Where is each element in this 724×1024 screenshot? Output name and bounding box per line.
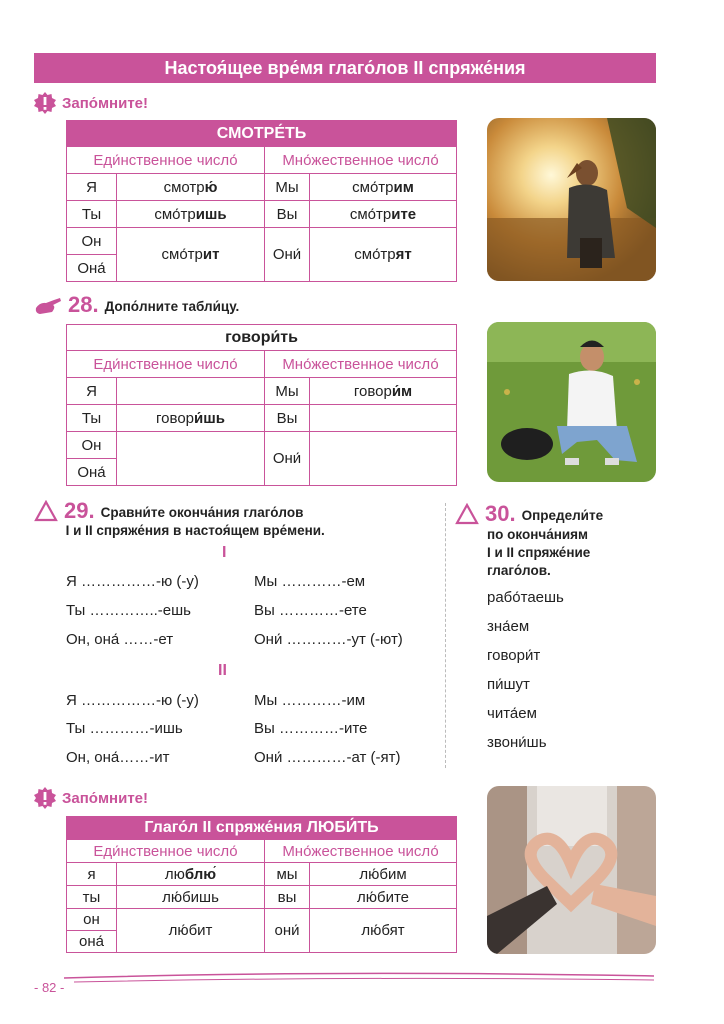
word-item: чита́ем [487, 705, 537, 722]
remember-heading-2 [34, 787, 148, 809]
word-item: звони́шь [487, 734, 547, 751]
exercise-30-heading: 30. Определи́те [455, 503, 603, 525]
blank-cell[interactable] [117, 378, 265, 405]
ending-line: Он, она́……-ит [66, 749, 170, 766]
plural-header: Мно́жественное число́ [265, 840, 457, 863]
pronoun: ты [67, 886, 117, 909]
pronoun: Они́ [265, 228, 310, 282]
pronoun: Он [67, 228, 117, 255]
pronoun: мы [265, 863, 310, 886]
footer-wave [34, 968, 656, 988]
photo-man-phone [487, 322, 656, 482]
verb-form: говори́шь [117, 405, 265, 432]
triangle-icon [34, 500, 58, 522]
ending-line: Они́ …………-ат (-ят) [254, 749, 401, 766]
pronoun: он [67, 909, 117, 931]
ending-line: Вы …………-ите [254, 720, 368, 737]
group-label-I: I [222, 544, 227, 561]
photo-man-sunset [487, 118, 656, 281]
ending-line: Ты …………..-ешь [66, 602, 191, 619]
ending-line: Мы …………-ем [254, 573, 366, 590]
verb-form: говори́м [310, 378, 457, 405]
column-divider [445, 503, 446, 768]
page-title: Настоя́щее вре́мя глаго́лов II спряже́ния [34, 53, 656, 83]
exercise-29-heading: 29. Сравни́те оконча́ния глаго́лов I и II спряже́ния в настоя́щем вре́мени. [34, 500, 325, 540]
word-item: зна́ем [487, 618, 530, 635]
conjugation-table-lyubit [66, 816, 457, 953]
ending-line: Ты …………-ишь [66, 720, 183, 737]
plural-header: Мно́жественное число́ [265, 147, 457, 174]
table-title: говори́ть [67, 325, 457, 351]
verb-form: лю́бит [117, 909, 265, 953]
verb-form: лю́бим [310, 863, 457, 886]
exercise-28-heading: 28. Допо́лните табли́цу. [34, 294, 239, 316]
pronoun: Вы [265, 201, 310, 228]
pronoun: Она́ [67, 255, 117, 282]
ending-line: Вы …………-ете [254, 602, 367, 619]
word-item: говори́т [487, 647, 541, 664]
pronoun: Ты [67, 201, 117, 228]
word-item: пи́шут [487, 676, 530, 693]
triangle-icon [455, 503, 479, 525]
pronoun: Мы [265, 174, 310, 201]
pronoun: я [67, 863, 117, 886]
ending-line: Я ……………-ю (-у) [66, 573, 199, 590]
verb-form: смо́трите [310, 201, 457, 228]
exercise-30-instruction: по оконча́ниям I и II спряже́ние глаго́лов. [487, 527, 591, 578]
pronoun: Мы [265, 378, 310, 405]
ending-line: Мы …………-им [254, 692, 366, 709]
verb-form: лю́бят [310, 909, 457, 953]
ending-line: Он, она́ ……-ет [66, 631, 174, 648]
pronoun: она́ [67, 931, 117, 953]
exclamation-icon [34, 92, 56, 114]
conjugation-table-govorit [66, 324, 457, 486]
blank-cell[interactable] [310, 432, 457, 486]
verb-form: лю́бишь [117, 886, 265, 909]
remember-heading-1 [34, 92, 148, 114]
blank-cell[interactable] [117, 432, 265, 486]
verb-form: смо́тришь [117, 201, 265, 228]
singular-header: Еди́нственное число́ [67, 147, 265, 174]
table-title: Глаго́л II спряже́ния ЛЮБИ́ТЬ [67, 817, 457, 840]
page-number: - 82 - [34, 980, 65, 995]
pronoun: Вы [265, 405, 310, 432]
pronoun: Они́ [265, 432, 310, 486]
group-label-II: II [218, 662, 227, 679]
blank-cell[interactable] [310, 405, 457, 432]
pronoun: Я [67, 378, 117, 405]
singular-header: Еди́нственное число́ [67, 351, 265, 378]
writing-hand-icon [34, 294, 62, 316]
photo-heart-hands [487, 786, 656, 954]
word-item: рабо́таешь [487, 589, 564, 606]
pronoun: вы [265, 886, 310, 909]
pronoun: они́ [265, 909, 310, 953]
ending-line: Я ……………-ю (-у) [66, 692, 199, 709]
verb-form: смо́трят [310, 228, 457, 282]
pronoun: Я [67, 174, 117, 201]
verb-form: смо́трим [310, 174, 457, 201]
verb-form: лю́бите [310, 886, 457, 909]
table-title: СМОТРЕ́ТЬ [67, 121, 457, 147]
plural-header: Мно́жественное число́ [265, 351, 457, 378]
pronoun: Он [67, 432, 117, 459]
verb-form: смотрю́ [117, 174, 265, 201]
verb-form: люблю [117, 863, 265, 886]
pronoun: Ты [67, 405, 117, 432]
conjugation-table-smotret [66, 120, 457, 282]
ending-line: Они́ …………-ут (-ют) [254, 631, 403, 648]
remember-label: Запо́мните! [62, 789, 149, 807]
remember-label: Запо́мните! [62, 94, 149, 112]
exclamation-icon [34, 787, 56, 809]
verb-form: смо́трит [117, 228, 265, 282]
pronoun: Она́ [67, 459, 117, 486]
singular-header: Еди́нственное число́ [67, 840, 265, 863]
